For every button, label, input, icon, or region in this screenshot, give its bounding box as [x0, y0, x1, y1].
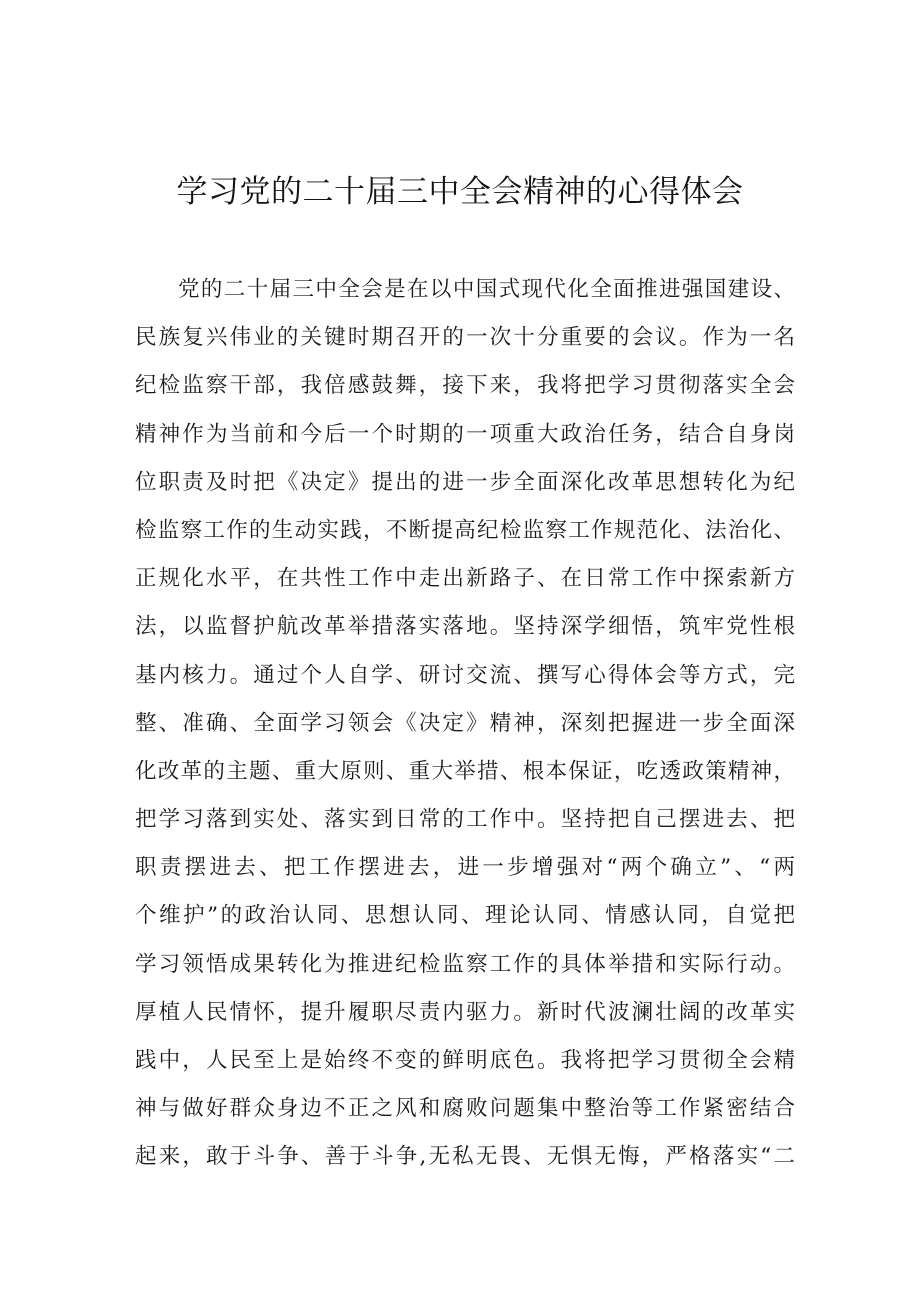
body-line: 党的二十届三中全会是在以中国式现代化全面推进强国建设、	[178, 277, 795, 302]
body-line: 基内核力。通过个人自学、研讨交流、撰写心得体会等方式，完	[135, 662, 795, 688]
body-line: 践中，人民至上是始终不变的鲜明底色。我将把学习贯彻全会精	[135, 1048, 795, 1073]
document-body	[135, 266, 795, 1182]
body-line: 检监察工作的生动实践，不断提高纪检监察工作规范化、法治化、	[135, 517, 795, 543]
body-line: 厚植人民情怀，提升履职尽责内驱力。新时代波澜壮阔的改革实	[135, 999, 795, 1025]
body-line: 纪检监察干部，我倍感鼓舞，接下来，我将把学习贯彻落实全会	[135, 373, 795, 399]
body-line: 民族复兴伟业的关键时期召开的一次十分重要的会议。作为一名	[135, 325, 795, 351]
body-line: 化改革的主题、重大原则、重大举措、根本保证，吃透政策精神，	[135, 758, 795, 784]
body-line: 正规化水平，在共性工作中走出新路子、在日常工作中探索新方	[135, 566, 795, 592]
body-line: 法，以监督护航改革举措落实落地。坚持深学细悟，筑牢党性根	[135, 614, 795, 640]
body-line: 神与做好群众身边不正之风和腐败问题集中整治等工作紧密结合	[135, 1096, 795, 1122]
body-line: 职责摆进去、把工作摆进去，进一步增强对“两个确立”、“两	[135, 855, 795, 881]
body-line: 个维护”的政治认同、思想认同、理论认同、情感认同，自觉把	[135, 903, 795, 929]
body-line: 把学习落到实处、落实到日常的工作中。坚持把自己摆进去、把	[135, 807, 795, 833]
document-title: 学习党的二十届三中全会精神的心得体会	[176, 174, 744, 210]
body-line: 学习领悟成果转化为推进纪检监察工作的具体举措和实际行动。	[135, 951, 795, 977]
body-line: 精神作为当前和今后一个时期的一项重大政治任务，结合自身岗	[135, 421, 795, 447]
body-line: 位职责及时把《决定》提出的进一步全面深化改革思想转化为纪	[135, 469, 795, 495]
body-line: 起来，敢于斗争、善于斗争,无私无畏、无惧无悔，严格落实“二	[135, 1144, 795, 1170]
body-line: 整、准确、全面学习领会《决定》精神，深刻把握进一步全面深	[135, 710, 795, 736]
